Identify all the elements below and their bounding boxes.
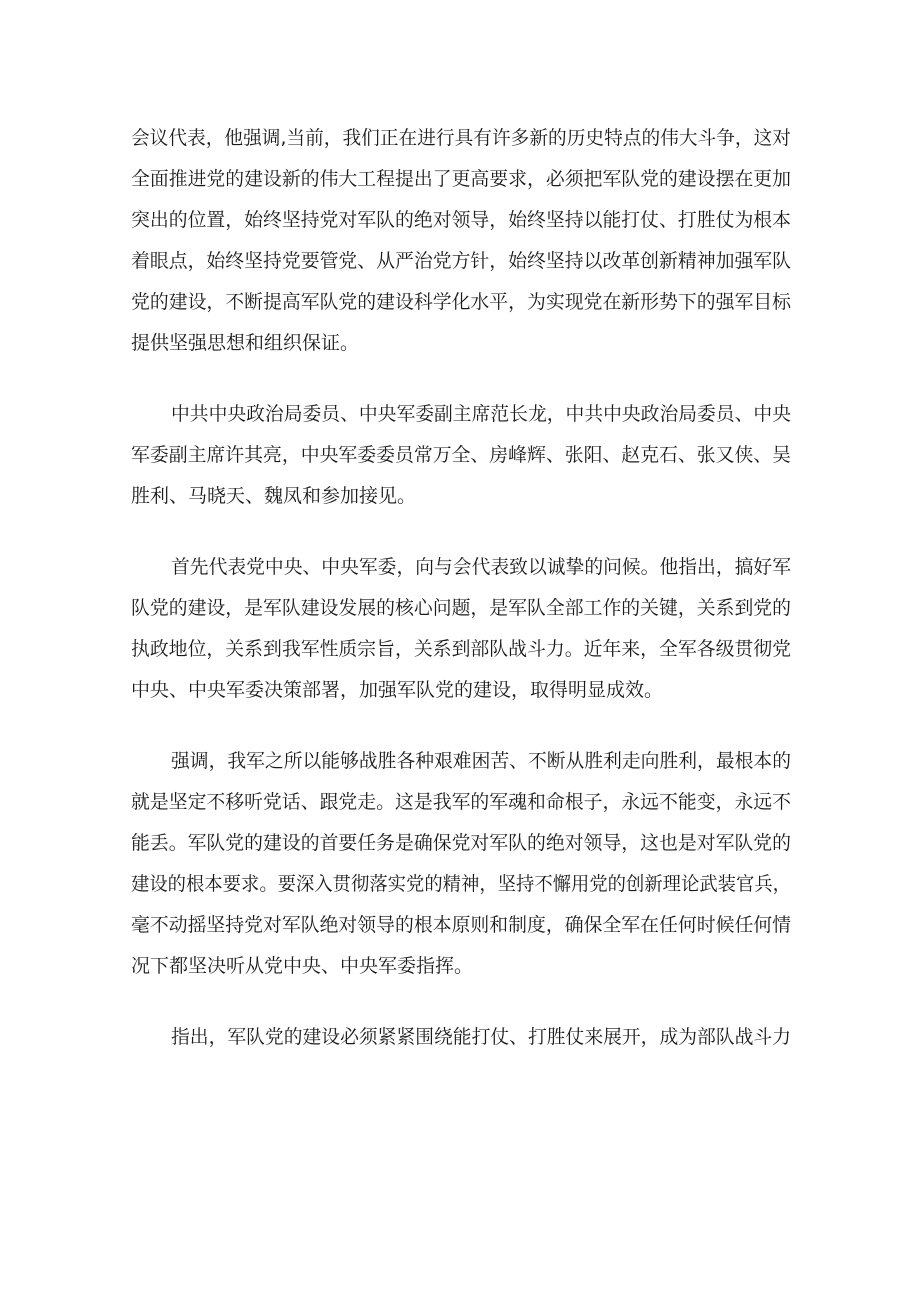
text-line: 会议代表，他强调,当前，我们正在进行具有许多新的历史特点的伟大斗争，这对 — [131, 127, 791, 149]
text-line: 着眼点，始终坚持党要管党、从严治党方针，始终坚持以改革创新精神加强军队 — [131, 250, 792, 272]
text-line: 突出的位置，始终坚持党对军队的绝对领导，始终坚持以能打仗、打胜仗为根本 — [131, 209, 792, 231]
text-line: 就是坚定不移听党话、跟党走。这是我军的军魂和命根子，永远不能变，永远不 — [131, 791, 792, 813]
text-line: 中央、中央军委决策部署，加强军队党的建设，取得明显成效。 — [131, 679, 664, 701]
paragraph-1 — [131, 118, 791, 364]
paragraph-4 — [131, 741, 791, 987]
paragraph-2 — [131, 394, 791, 517]
text-line: 胜利、马晓天、魏凤和参加接见。 — [131, 485, 417, 507]
text-line: 队党的建设，是军队建设发展的核心问题，是军队全部工作的关键，关系到党的 — [131, 597, 792, 619]
text-line: 中共中央政治局委员、中央军委副主席范长龙，中共中央政治局委员、中央 — [171, 403, 791, 425]
text-line: 毫不动摇坚持党对军队绝对领导的根本原则和制度，确保全军在任何时候任何情 — [131, 914, 792, 936]
text-line: 建设的根本要求。要深入贯彻落实党的精神，坚持不懈用党的创新理论武装官兵， — [131, 873, 792, 895]
paragraph-3 — [131, 547, 791, 711]
text-line: 全面推进党的建设新的伟大工程提出了更高要求，必须把军队党的建设摆在更加 — [131, 168, 792, 190]
article-body — [131, 118, 791, 1088]
text-line: 首先代表党中央、中央军委，向与会代表致以诚挚的问候。他指出，搞好军 — [171, 556, 791, 578]
text-line: 况下都坚决听从党中央、中央军委指挥。 — [131, 955, 474, 977]
text-line: 指出，军队党的建设必须紧紧围绕能打仗、打胜仗来展开，成为部队战斗力 — [171, 1026, 791, 1048]
text-line: 军委副主席许其亮，中央军委委员常万全、房峰辉、张阳、赵克石、张又侠、吴 — [131, 444, 792, 466]
text-line: 党的建设，不断提高军队党的建设科学化水平，为实现党在新形势下的强军目标 — [131, 291, 792, 313]
text-line: 能丢。军队党的建设的首要任务是确保党对军队的绝对领导，这也是对军队党的 — [131, 832, 792, 854]
paragraph-5 — [131, 1017, 791, 1058]
text-line: 执政地位，关系到我军性质宗旨，关系到部队战斗力。近年来，全军各级贯彻党 — [131, 638, 792, 660]
text-line: 强调，我军之所以能够战胜各种艰难困苦、不断从胜利走向胜利，最根本的 — [171, 750, 791, 772]
text-line: 提供坚强思想和组织保证。 — [131, 332, 360, 354]
